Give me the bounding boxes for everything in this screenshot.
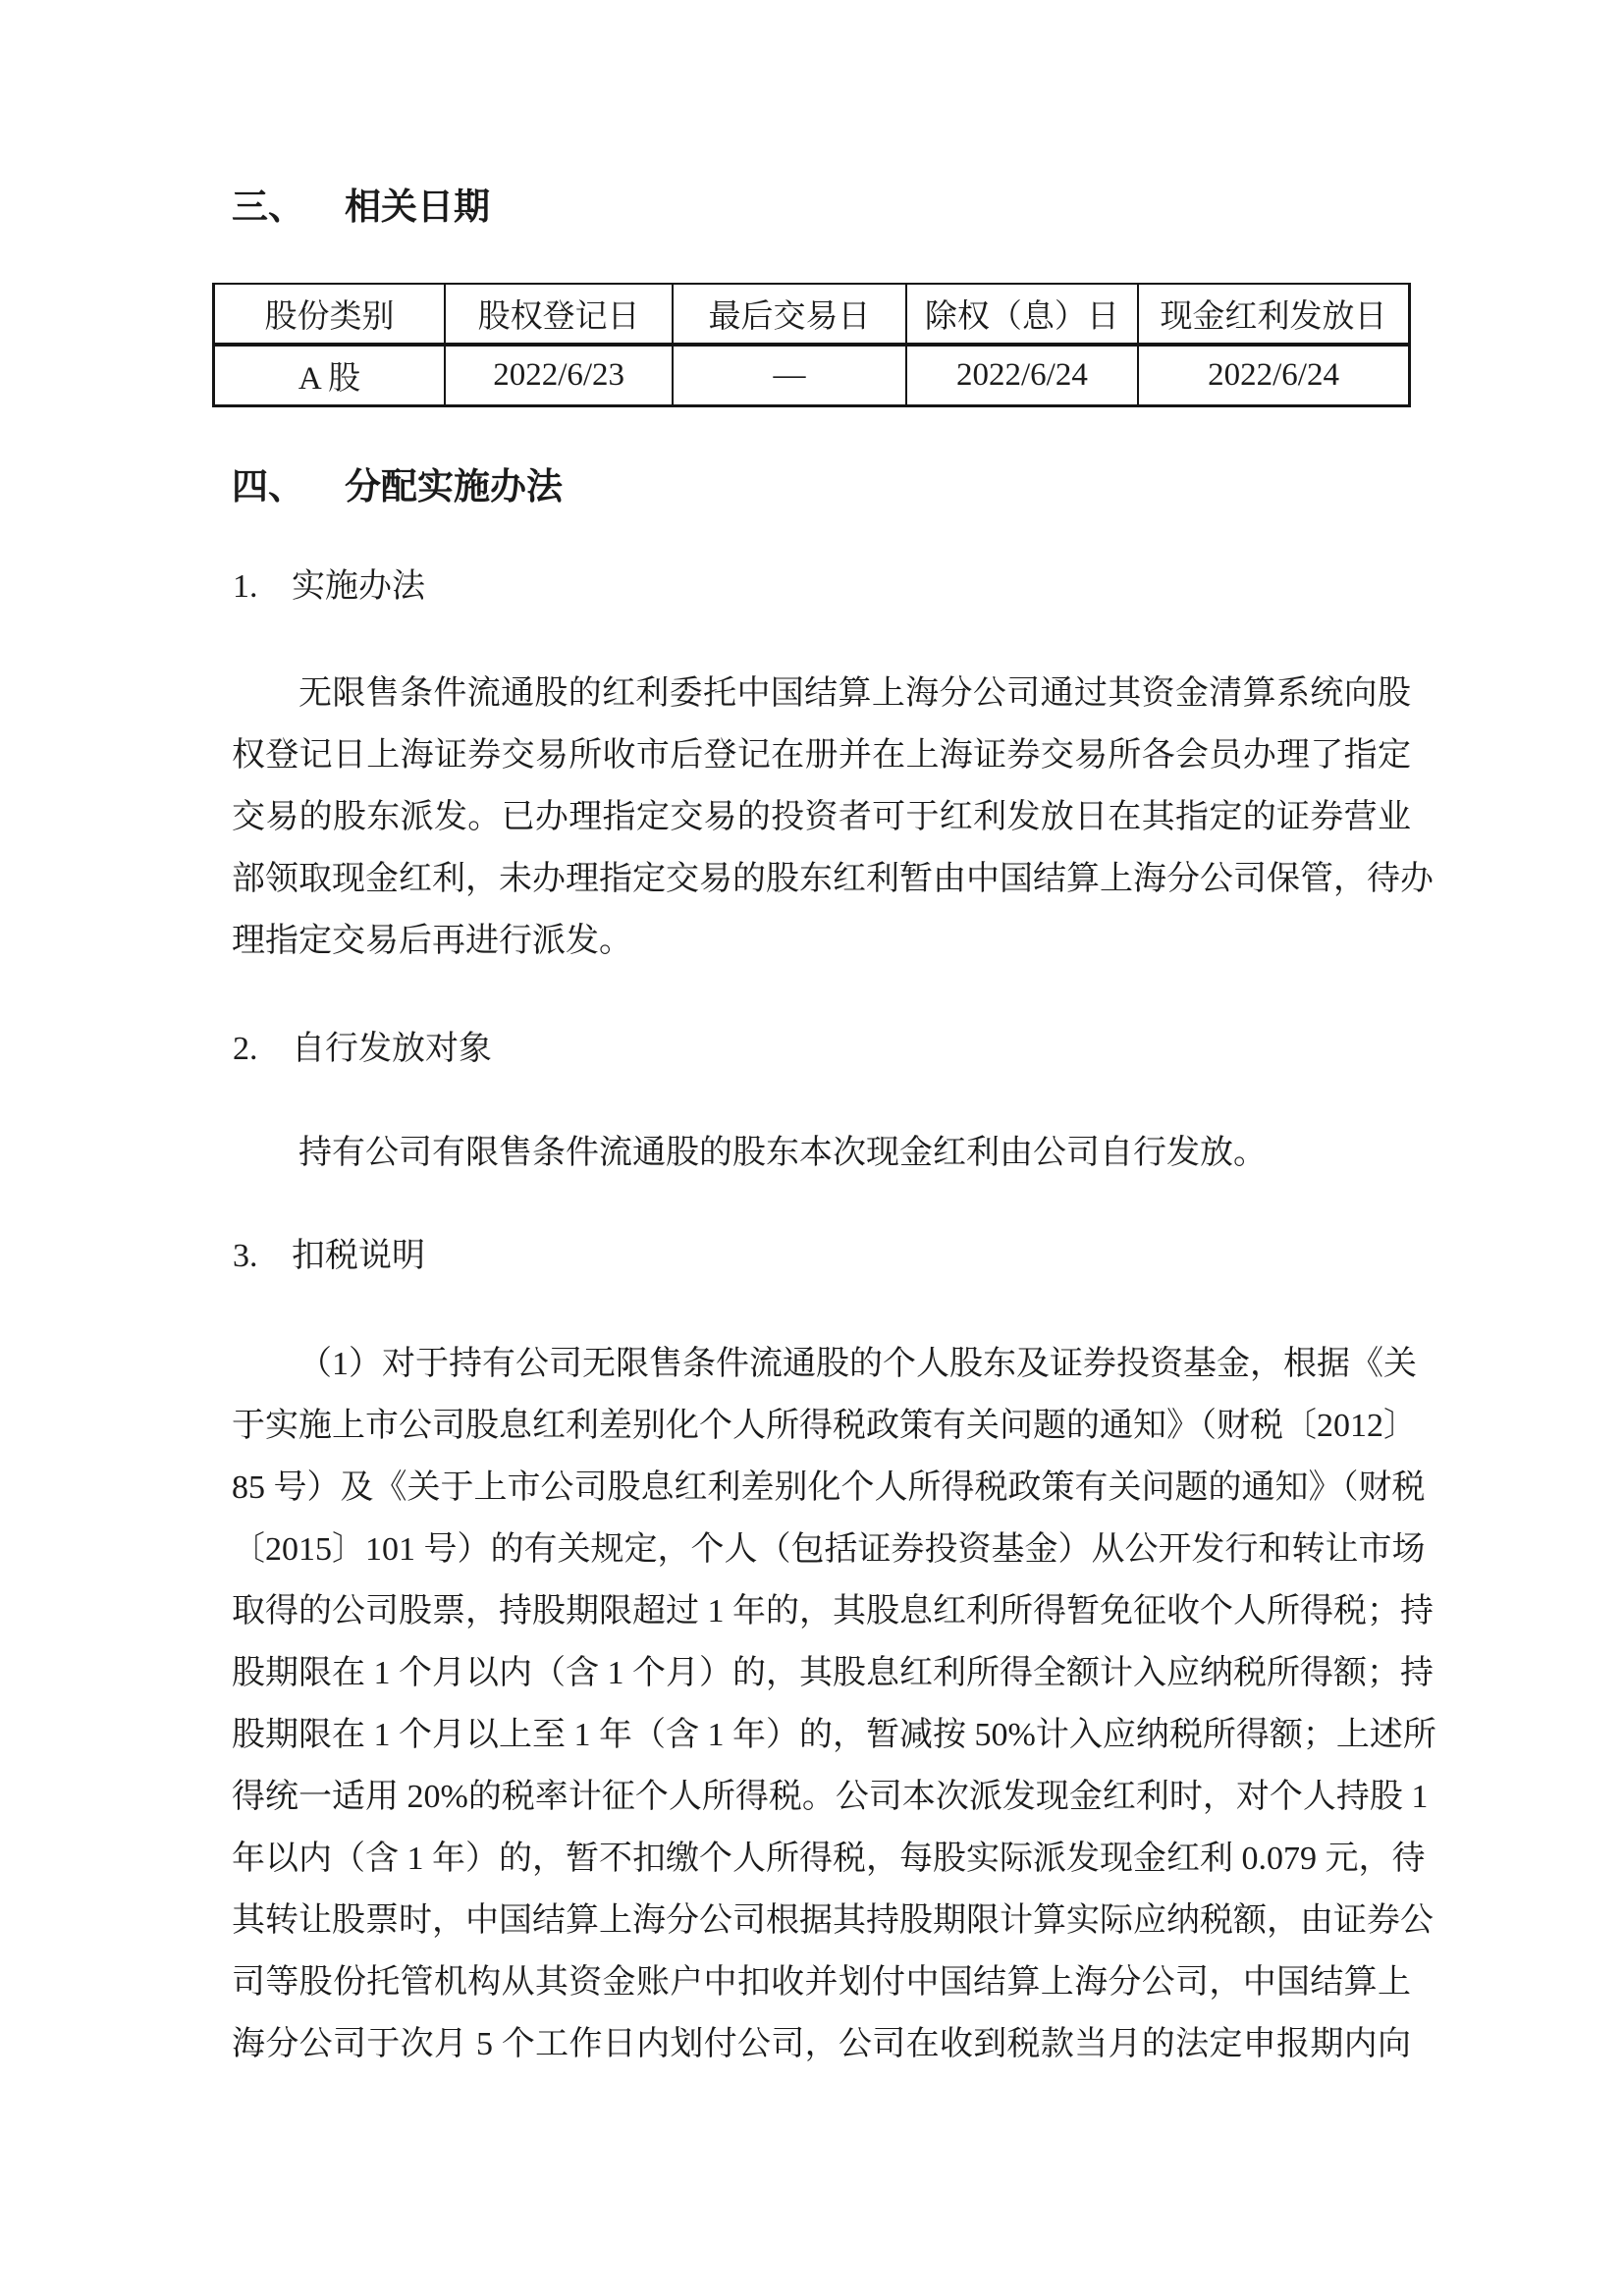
paragraph-implementation-method: [212, 663, 1434, 972]
table-header-payment-date: 现金红利发放日: [1138, 284, 1409, 345]
paragraph-line: 得统一适用 20%的税率计征个人所得税。公司本次派发现金红利时，对个人持股 1: [232, 1779, 1429, 1815]
paragraph-line: 交易的股东派发。已办理指定交易的投资者可于红利发放日在其指定的证券营业: [232, 799, 1411, 835]
list-item-number: 3.: [233, 1238, 258, 1274]
cell-payment-date: 2022/6/24: [1138, 345, 1409, 405]
section-heading-related-dates: [212, 187, 1411, 230]
paragraph-line: 取得的公司股票，持股期限超过 1 年的，其股息红利所得暂免征收个人所得税；持: [232, 1593, 1434, 1629]
paragraph-line: 持有公司有限售条件流通股的股东本次现金红利由公司自行发放。: [298, 1135, 1267, 1171]
paragraph-line: （1）对于持有公司无限售条件流通股的个人股东及证券投资基金，根据《关: [298, 1346, 1417, 1382]
section-title: 分配实施办法: [345, 467, 563, 507]
list-item-title: 扣税说明: [292, 1238, 425, 1274]
table-row: [214, 345, 1410, 405]
paragraph-line: 无限售条件流通股的红利委托中国结算上海分公司通过其资金清算系统向股: [298, 675, 1411, 712]
paragraph-line: 于实施上市公司股息红利差别化个人所得税政策有关问题的通知》（财税〔2012〕: [232, 1408, 1417, 1444]
cell-ex-dividend-date: 2022/6/24: [906, 345, 1138, 405]
list-item-implementation-method: [212, 565, 1411, 609]
list-item-tax-deduction-notes: [212, 1235, 1411, 1278]
paragraph-line: 股期限在 1 个月以内（含 1 个月）的，其股息红利所得全额计入应纳税所得额；持: [232, 1655, 1434, 1691]
list-item-self-distribution-targets: [212, 1028, 1411, 1071]
paragraph-line: 〔2015〕101 号）的有关规定，个人（包括证券投资基金）从公开发行和转让市场: [232, 1531, 1426, 1568]
list-item-title: 实施办法: [292, 568, 425, 605]
table-header-row: [214, 284, 1410, 345]
table-header-record-date: 股权登记日: [445, 284, 673, 345]
table-header-last-trading-date: 最后交易日: [673, 284, 905, 345]
section-heading-distribution-method: [212, 466, 1411, 509]
table-header-ex-dividend-date: 除权（息）日: [906, 284, 1138, 345]
cell-share-class: A 股: [214, 345, 445, 405]
section-number: 三、: [232, 187, 304, 228]
paragraph-line: 理指定交易后再进行派发。: [232, 923, 632, 959]
paragraph-line: 其转让股票时，中国结算上海分公司根据其持股期限计算实际应纳税额，由证券公: [232, 1902, 1434, 1939]
section-number: 四、: [232, 467, 304, 507]
paragraph-line: 85 号）及《关于上市公司股息红利差别化个人所得税政策有关问题的通知》（财税: [232, 1469, 1426, 1506]
paragraph-self-distribution: [212, 1122, 1411, 1184]
paragraph-line: 股期限在 1 个月以上至 1 年（含 1 年）的，暂减按 50%计入应纳税所得额；上述所: [232, 1717, 1436, 1753]
paragraph-line: 部领取现金红利，未办理指定交易的股东红利暂由中国结算上海分公司保管，待办: [232, 861, 1434, 897]
section-title: 相关日期: [345, 187, 490, 228]
paragraph-line: 司等股份托管机构从其资金账户中扣收并划付中国结算上海分公司，中国结算上: [232, 1964, 1411, 2001]
cell-last-trading-date: —: [673, 345, 905, 405]
list-item-title: 自行发放对象: [292, 1031, 492, 1067]
paragraph-tax-deduction: [212, 1333, 1436, 2075]
paragraph-line: 年以内（含 1 年）的，暂不扣缴个人所得税，每股实际派发现金红利 0.079 元，待: [232, 1841, 1426, 1877]
list-item-number: 2.: [233, 1031, 258, 1067]
paragraph-line: 权登记日上海证券交易所收市后登记在册并在上海证券交易所各会员办理了指定: [232, 737, 1411, 774]
table-header-share-class: 股份类别: [214, 284, 445, 345]
paragraph-line: 海分公司于次月 5 个工作日内划付公司，公司在收到税款当月的法定申报期内向: [232, 2026, 1411, 2062]
list-item-number: 1.: [233, 568, 258, 605]
cell-record-date: 2022/6/23: [445, 345, 673, 405]
related-dates-table: [212, 283, 1411, 407]
